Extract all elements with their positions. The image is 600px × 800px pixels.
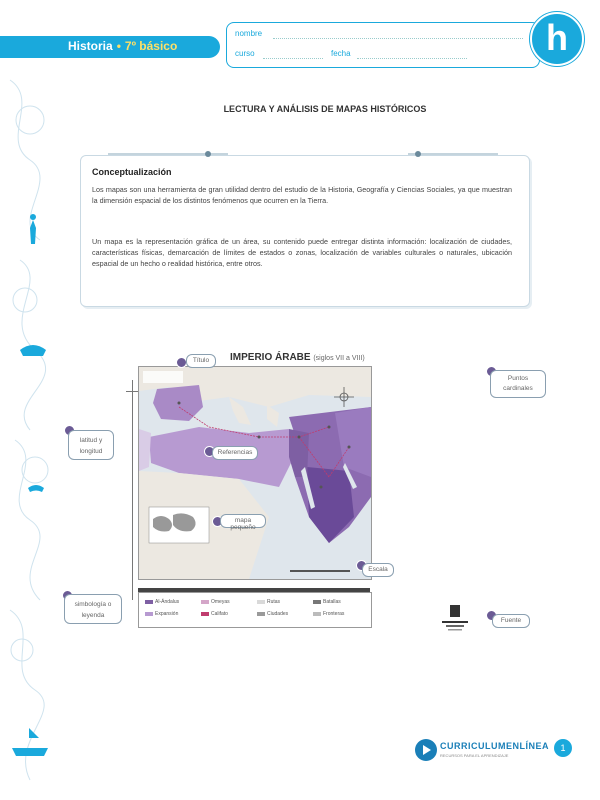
legend-item: Ciudades	[257, 611, 288, 617]
concept-paragraph-2: Un mapa es la representación gráfica de un área, su contenido puede entregar distinta información: localización de ciudades, características físicas, demarcación de límites de estados o zonas, localización de variables culturales o naturales, ubicación espacial de un hecho o realidad histórica, entre otros.	[92, 237, 512, 268]
concept-box	[80, 155, 530, 307]
concept-heading: Conceptualización	[92, 167, 172, 177]
fecha-field[interactable]	[357, 58, 467, 59]
legend-item: Expansión	[145, 611, 178, 617]
map-title-text: IMPERIO ÁRABE	[230, 352, 311, 363]
map-graphic	[139, 367, 371, 579]
publisher-emblem-icon	[438, 603, 472, 633]
historical-map	[138, 366, 372, 580]
decorative-margin	[0, 0, 60, 800]
nombre-label: nombre	[235, 29, 263, 38]
legend-item: Califato	[201, 611, 228, 617]
legend-item: Omeyas	[201, 599, 230, 605]
grade-label: 7º básico	[124, 39, 178, 53]
legend-item: Rutas	[257, 599, 280, 605]
fecha-label: fecha	[331, 49, 351, 58]
axis-guide-vertical	[132, 380, 133, 600]
footer-brand: CURRICULUMENLÍNEA	[440, 741, 549, 751]
callout-legend: simbología o leyenda	[64, 594, 122, 624]
subject-label	[68, 39, 177, 53]
concept-paragraph-1: Los mapas son una herramienta de gran utilidad dentro del estudio de la Historia, Geografía y Ciencias Sociales, ya que muestran la dimensión espacial de los distintos fenómenos que ocurren en la Tierra.	[92, 185, 512, 205]
subject-name: Historia	[68, 39, 113, 53]
callout-latlong: latitud y longitud	[68, 430, 114, 460]
callout-inset: mapa pequeño	[220, 514, 266, 528]
curso-field[interactable]	[263, 58, 323, 59]
legend-item: Al-Ándalus	[145, 599, 179, 605]
callout-source: Fuente	[492, 614, 530, 628]
legend-item: Batallas	[313, 599, 341, 605]
callout-scale: Escala	[362, 563, 394, 577]
student-info-box	[226, 22, 540, 68]
subject-separator: •	[116, 39, 121, 53]
play-logo-icon	[414, 738, 438, 762]
scale-bar	[290, 570, 350, 572]
map-title	[230, 352, 365, 363]
page-title: LECTURA Y ANÁLISIS DE MAPAS HISTÓRICOS	[223, 104, 427, 114]
pin-icons	[88, 148, 528, 160]
footer-tagline: RECURSOS PARA EL APRENDIZAJE	[440, 753, 509, 758]
callout-title: Título	[186, 354, 216, 368]
callout-cardinal: Puntos cardinales	[490, 370, 546, 398]
nombre-field[interactable]	[273, 38, 523, 39]
callout-references: Referencias	[212, 446, 258, 460]
curso-label: curso	[235, 49, 255, 58]
legend-item: Fronteras	[313, 611, 344, 617]
page-number: 1	[554, 739, 572, 757]
map-legend	[138, 592, 372, 628]
h-logo: h	[530, 12, 584, 66]
map-subtitle: (siglos VII a VIII)	[313, 355, 365, 362]
